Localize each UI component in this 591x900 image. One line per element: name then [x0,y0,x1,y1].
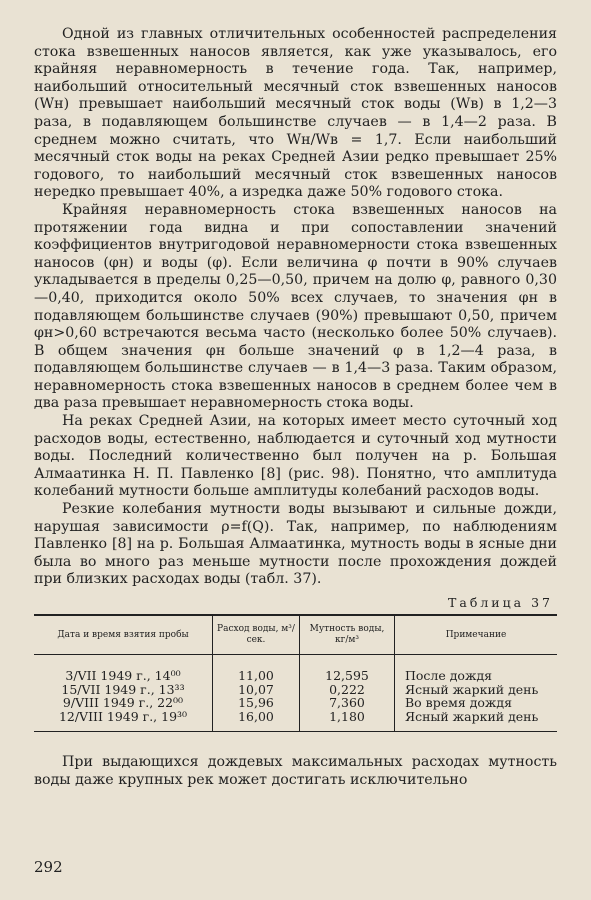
table-row [34,683,557,697]
cell-date: 3/VII 1949 г., 14⁰⁰ [65,668,181,683]
cell-note: Во время дождя [395,696,558,710]
table-header-row [34,615,557,655]
header-flow: Расход воды, м³/сек. [213,615,300,655]
cell-date: 12/VIII 1949 г., 19³⁰ [58,708,188,724]
table-row [34,696,557,710]
table-row [34,710,557,732]
body-text [34,26,557,589]
paragraph-4: Резкие колебания мутности воды вызывают и сильные дожди, нарушая зависимости ρ=f(Q). Так, например, по наблюдениям Павленко [8] на р. Большая Алмаатинка, мутность воды в ясные дни была во много раз меньше мутности после прохождения дождей при близких расходах воды (табл. 37). [34,501,557,588]
paragraph-3: На реках Средней Азии, на которых имеет место суточный ход расходов воды, естественно, наблюдается и суточный ход мутности воды. Последний количественно был получен на р. Большая Алмаатинка Н. П. Павленко [8] (рис. 98). Понятно, что амплитуда колебаний мутности больше амплитуды колебаний расходов воды. [34,413,557,500]
table-row [34,655,557,683]
cell-date: 15/VII 1949 г., 13³³ [61,681,185,697]
page-number: 292 [34,858,63,876]
cell-flow: 15,96 [213,696,300,710]
cell-flow: 10,07 [213,683,300,697]
data-table [34,614,557,732]
header-note: Примечание [395,615,558,655]
trailing-text [34,754,557,789]
paragraph-1: Одной из главных отличительных особенностей распределения стока взвешенных наносов является, как уже указывалось, его крайняя неравномерность в течение года. Так, например, наибольший относительный месячный сток взвешенных наносов (Wн) превышает наибольший месячный сток воды (Wв) в 1,2—3 раза, в подавляющем большинстве случаев — в 1,4—2 раза. В среднем можно считать, что Wн/Wв = 1,7. Если наибольший месячный сток воды на реках Средней Азии редко превышает 25% годового, то наибольший месячный сток взвешенных наносов нередко превышает 40%, а изредка даже 50% годового стока. [34,26,557,201]
paragraph-2: Крайняя неравномерность стока взвешенных наносов на протяжении года видна и при сопоставлении значений коэффициентов внутригодовой неравномерности стока взвешенных наносов (φн) и воды (φ). Если величина φ почти в 90% случаев укладывается в пределы 0,25—0,50, причем на долю φ, равного 0,30—0,40, приходится около 50% всех случаев, то значения φн в подавляющем большинстве случаев (90%) превышают 0,50, причем φн>0,60 встречаются весьма часто (несколько более 50% случаев). В общем значения φн больше значений φ в 1,2—4 раза, в подавляющем большинстве случаев — в 1,4—3 раза. Таким образом, неравномерность стока взвешенных наносов в среднем более чем в два раза превышает неравномерность стока воды. [34,201,557,412]
paragraph-5: При выдающихся дождевых максимальных расходах мутность воды даже крупных рек может достигать исключительно [34,754,557,788]
cell-note: После дождя [395,655,558,683]
cell-turbidity: 0,222 [300,683,395,697]
cell-turbidity: 1,180 [300,710,395,732]
cell-flow: 11,00 [213,655,300,683]
cell-flow: 16,00 [213,710,300,732]
cell-note: Ясный жаркий день [395,683,558,697]
header-turbidity: Мутность воды, кг/м³ [300,615,395,655]
cell-date: 9/VIII 1949 г., 22⁰⁰ [62,695,184,710]
table-caption: Таблица 37 [448,595,553,610]
cell-turbidity: 12,595 [300,655,395,683]
header-date: Дата и время взятия пробы [34,615,213,655]
cell-turbidity: 7,360 [300,696,395,710]
cell-note: Ясный жаркий день [395,710,558,732]
